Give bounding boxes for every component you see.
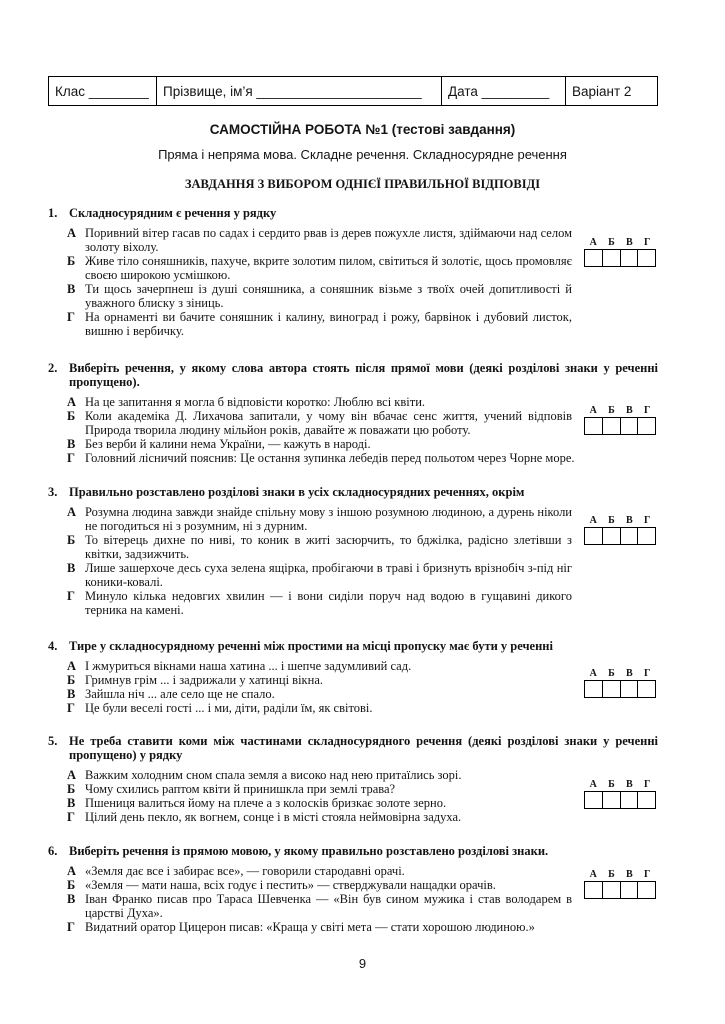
option-c: В Зайшла ніч ... але село ще не спало. <box>67 687 275 701</box>
option-a: А «Земля дає все і забирає все», — говорили стародавні орачі. <box>67 864 405 878</box>
answer-box-b[interactable] <box>603 418 621 434</box>
answer-box-c[interactable] <box>621 418 639 434</box>
page-subtitle: Пряма і непряма мова. Складне речення. Складносурядне речення <box>158 147 567 162</box>
question-number: 4. <box>48 639 58 653</box>
date-field: Дата _________ <box>442 77 566 105</box>
option-d: Г Видатний оратор Цицерон писав: «Краща у світі мета — стати хорошою людиною.» <box>67 920 535 934</box>
question-6 <box>48 844 658 934</box>
answer-box-d[interactable] <box>638 681 655 697</box>
answer-box-c[interactable] <box>621 681 639 697</box>
option-a: А І жмуриться вікнами наша хатина ... і шепче задумливий сад. <box>67 659 412 673</box>
option-d: Г Цілий день пекло, як вогнем, сонце і в місті стояла неймовірна задуха. <box>67 810 462 824</box>
option-c: В Без верби й калини нема України, — кажуть в народі. <box>67 437 371 451</box>
option-c: В Пшениця валиться йому на плече а з колосків бризкає золоте зерно. <box>67 796 447 810</box>
question-text: Виберіть речення із прямою мовою, у якому правильно розставлено розділові знаки. <box>69 844 549 858</box>
answer-box-a[interactable] <box>585 528 603 544</box>
option-a: А Розумна людина завжди знайде спільну мову з іншою розумною людиною, а дурень ніколи не погодиться ні з розумним, ні з дурним. <box>67 505 572 533</box>
option-b: Б Чому схились раптом квіти й принишкла при землі трава? <box>67 782 396 796</box>
answer-box-b[interactable] <box>603 882 621 898</box>
answer-box-a[interactable] <box>585 418 603 434</box>
question-5 <box>48 734 658 824</box>
name-field: Прізвище, ім’я ______________________ <box>157 77 442 105</box>
answer-box-c[interactable] <box>621 792 639 808</box>
option-c: В Лише зашерхоче десь суха зелена ящірка, пробігаючи в траві і бризнуть врізнобіч з-під ніг коники-ковалі. <box>67 561 572 589</box>
question-number: 5. <box>48 734 58 748</box>
answer-box-a[interactable] <box>585 882 603 898</box>
answer-grid-1: А Б В Г <box>584 237 656 267</box>
question-3 <box>48 485 658 617</box>
question-text: Тире у складносурядному реченні між простими на місці пропуску має бути у реченні <box>69 639 553 653</box>
question-text: Складносурядним є речення у рядку <box>69 206 277 220</box>
option-d: Г Це були веселі гості ... і ми, діти, раділи їм, як світові. <box>67 701 373 715</box>
option-d: Г Головний лісничий пояснив: Це остання зупинка лебедів перед польотом через Чорне море. <box>67 451 575 465</box>
answer-grid-3: А Б В Г <box>584 515 656 545</box>
answer-grid-5: А Б В Г <box>584 779 656 809</box>
answer-box-d[interactable] <box>638 250 655 266</box>
answer-box-b[interactable] <box>603 792 621 808</box>
question-number: 1. <box>48 206 58 220</box>
question-text: Не треба ставити коми між частинами складносурядного речення (деякі розділові знаки у реченні пропущено) у рядку <box>69 734 658 762</box>
answer-box-c[interactable] <box>621 882 639 898</box>
question-text: Виберіть речення, у якому слова автора стоять після прямої мови (деякі розділові знаки у реченні пропущено). <box>69 361 658 389</box>
answer-box-a[interactable] <box>585 681 603 697</box>
answer-grid-2: А Б В Г <box>584 405 656 435</box>
option-c: В Ти щось зачерпнеш із душі соняшника, а соняшник візьме з твоїх очей допитливості й уважного блиску з зіниць. <box>67 282 572 310</box>
answer-box-d[interactable] <box>638 792 655 808</box>
variant-label: Варіант 2 <box>572 83 632 99</box>
option-b: Б Живе тіло соняшників, пахуче, вкрите золотим пилом, світиться й золотіє, щось промовляє своєю широкою усмішкою. <box>67 254 572 282</box>
page-title: САМОСТІЙНА РОБОТА №1 (тестові завдання) <box>209 122 516 137</box>
answer-grid-6: А Б В Г <box>584 869 656 899</box>
answer-box-b[interactable] <box>603 681 621 697</box>
option-d: Г На орнаменті ви бачите соняшник і калину, виноград і рожу, барвінок і дубовий листок, вишню і вербичку. <box>67 310 572 338</box>
answer-box-c[interactable] <box>621 250 639 266</box>
option-a: А Важким холодним сном спала земля а високо над нею притаїлись зорі. <box>67 768 462 782</box>
answer-box-d[interactable] <box>638 882 655 898</box>
option-b: Б Гримнув грім ... і задрижали у хатинці вікна. <box>67 673 323 687</box>
answer-box-c[interactable] <box>621 528 639 544</box>
page-number: 9 <box>358 956 367 971</box>
answer-box-a[interactable] <box>585 250 603 266</box>
answer-box-b[interactable] <box>603 528 621 544</box>
section-title: ЗАВДАННЯ З ВИБОРОМ ОДНІЄЇ ПРАВИЛЬНОЇ ВІДПОВІДІ <box>184 177 541 191</box>
question-1 <box>48 206 658 338</box>
answer-box-d[interactable] <box>638 528 655 544</box>
option-b: Б «Земля — мати наша, всіх годує і пестить» — стверджували нащадки орачів. <box>67 878 496 892</box>
answer-box-d[interactable] <box>638 418 655 434</box>
option-d: Г Минуло кілька недовгих хвилин — і вони сиділи поруч над водою в гущавині дикого терника на камені. <box>67 589 572 617</box>
question-4 <box>48 639 658 715</box>
question-number: 6. <box>48 844 58 858</box>
question-number: 3. <box>48 485 58 499</box>
question-2 <box>48 361 658 465</box>
option-a: А Поривний вітер гасав по садах і сердито рвав із дерев пожухле листя, здіймаючи над селом золоту віхолу. <box>67 226 572 254</box>
option-b: Б То вітерець дихне по ниві, то коник в житі засюрчить, то бджілка, радісно злетівши з квітки, задзижчить. <box>67 533 572 561</box>
option-b: Б Коли академіка Д. Лихачова запитали, у чому він вбачає сенс життя, учений відповів Природа творила людину мільйон років, давайте ж поважати цю роботу. <box>67 409 572 437</box>
option-a: А На це запитання я могла б відповісти коротко: Люблю всі квіти. <box>67 395 426 409</box>
class-field: Клас ________ <box>49 77 157 105</box>
option-c: В Іван Франко писав про Тараса Шевченка — «Він був сином мужика і став володарем в царстві Духа». <box>67 892 572 920</box>
question-number: 2. <box>48 361 58 375</box>
answer-grid-4: А Б В Г <box>584 668 656 698</box>
answer-box-a[interactable] <box>585 792 603 808</box>
answer-box-b[interactable] <box>603 250 621 266</box>
student-info-header <box>48 76 658 106</box>
question-text: Правильно розставлено розділові знаки в усіх складносурядних реченнях, окрім <box>69 485 525 499</box>
